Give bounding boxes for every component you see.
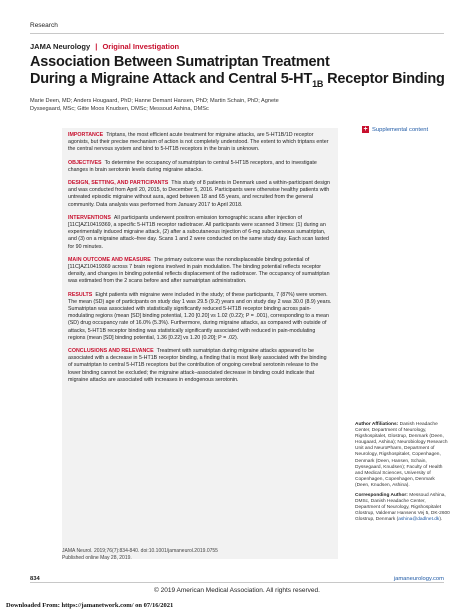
section-label: Research — [30, 22, 58, 29]
abstract-results — [68, 292, 332, 342]
abstract-text: All participants underwent positron emission tomographic scans after injection of [11C]AZ10419369, a specific 5-HT1B receptor radiotracer. All participants were scanned 3 times: (1) during an experimentally induced migraine attack, (2) after a subcutaneous injection of 6-mg subcutaneous sumatriptan, and (3) on a migraine attack–free day. Scans 1 and 2 were conducted on the same study day. Each scan lasted for 90 minutes. — [68, 214, 329, 250]
journal-name: JAMA Neurology — [30, 42, 91, 51]
journal-line — [30, 42, 179, 51]
corresponding-email-link[interactable]: ashina@dadlnet.dk — [398, 517, 440, 523]
footer-rule — [30, 582, 444, 583]
supplemental-content-link[interactable] — [362, 126, 428, 133]
corresponding-text: Messoud Ashina, DMSc, Danish Headache Center, Department of Neurology, Rigshospitalet Glostrup, Valdemar Hansens Vej 5, DK-2600 Glostrup, Denmark ( — [355, 493, 450, 523]
title-line-2 — [30, 71, 450, 93]
title-line-2-prefix: During a Migraine Attack and Central 5-HT — [30, 71, 313, 87]
abstract-heading: IMPORTANCE — [68, 132, 104, 138]
citation — [62, 548, 218, 561]
citation-line: JAMA Neurol. 2019;76(7):834-840. doi:10.1001/jamaneurol.2019.0755 — [62, 548, 218, 554]
abstract-heading: OBJECTIVES — [68, 159, 102, 166]
abstract-heading: CONCLUSIONS AND RELEVANCE — [68, 348, 154, 355]
header-rule — [30, 33, 444, 34]
abstract-heading: DESIGN, SETTING, AND PARTICIPANTS — [68, 180, 169, 187]
affiliations-block — [355, 422, 450, 489]
abstract-importance — [68, 132, 332, 154]
abstract-outcome — [68, 257, 332, 286]
abstract-text: Treatment with sumatriptan during migraine attacks appeared to be associated with a decrease in 5-HT1B receptor binding, a finding that is most likely associated with the binding of sumatriptan to central 5-HT1B receptors but the contribution of ongoing cerebral serotonin release to the lower binding cannot be excluded; the migraine attack–associated decrease in binding could indicate that migraine attacks are associated with increases in endogenous serotonin. — [68, 348, 327, 383]
abstract-objectives — [68, 160, 332, 174]
corresponding-author-block — [355, 493, 450, 523]
plus-icon: + — [363, 126, 368, 133]
abstract-heading: INTERVENTIONS — [68, 214, 111, 221]
abstract-heading: RESULTS — [68, 291, 93, 298]
abstract-text: The primary outcome was the nondisplaceable binding potential of [11C]AZ10419369 across 7 brain regions involved in pain modulation. The binding potential reflects receptor density, and changes in binding potential reflects displacement of the radiotracer. The occupancy of sumatriptan was estimated from the 2 scans before and after sumatriptan administration. — [68, 256, 330, 285]
article-type: Original Investigation — [102, 42, 180, 51]
abstract-interventions — [68, 215, 332, 251]
copyright-notice: © 2019 American Medical Association. All rights reserved. — [154, 587, 320, 594]
download-notice: Downloaded From: https://jamanetwork.com/ on 07/16/2021 — [6, 602, 174, 609]
abstract-conclusions — [68, 348, 332, 384]
corresponding-end: ). — [439, 517, 443, 523]
abstract-text: To determine the occupancy of sumatriptan to central 5-HT1B receptors, and to investigate changes in brain serotonin levels during migraine attacks. — [68, 159, 317, 173]
title-subscript: 1B — [312, 78, 324, 89]
title-line-2-suffix: Receptor Binding — [323, 71, 445, 87]
affiliations-text: Danish Headache Center, Department of Neurology, Rigshospitalet, Glostrup, Denmark (Deen, Hougaard, Ashina); Neurobiology Research Unit and NeuroPharm, Department of Neurology, Rigshospitalet, Copenhagen, Denmark (Deen, Hansen, Schain, Dyssegaard, Knudsen); Faculty of Health and Medical Sciences, University of Copenhagen, Copenhagen, Denmark (Deen, Knudsen, Ashina). — [355, 422, 448, 488]
journal-site-link[interactable]: jamaneurology.com — [393, 576, 444, 582]
article-title — [30, 54, 450, 93]
affiliations-label: Author Affiliations: — [355, 422, 399, 427]
corresponding-label: Corresponding Author: — [355, 493, 408, 499]
journal-separator: | — [95, 42, 98, 51]
abstract-text: Eight patients with migraine were included in the study; of these participants, 7 (87%) were women. The mean (SD) age of participants on study day 1 was 29.5 (9.2) years and on study day 2 was 30.0 (8.9) years. Sumatriptan was associated with statistically significantly reduced 5-HT1B receptor binding across pain-modulating regions (mean [SD] binding potential, 1.20 [0.20] vs 1.02 (0.22); P = .001), corresponding to a mean (SD) drug occupancy rate of 16.0% (5.3%). Furthermore, during migraine attacks, as compared with outside of attacks, 5-HT1B receptor binding was statistically significantly associated with reduced in pain-modulating regions (mean [SD] binding potential, 1.36 [0.22] vs 1.20 (0.20]; P = .02). — [68, 291, 332, 341]
abstract-box — [62, 128, 338, 559]
author-list: Marie Deen, MD; Anders Hougaard, PhD; Hanne Demant Hansen, PhD; Martin Schain, PhD; Agnete Dyssegaard, MSc; Gitte Moos Knudsen, DMSc; Messoud Ashina, DMSc — [30, 98, 279, 112]
abstract-text: Triptans, the most efficient acute treatment for migraine attacks, are 5-HT1B/1D receptor agonists, but their precise mechanism of action is not completely understood. The extent to which triptans enter the central nervous system and bind to 5-HT1B receptors in the brain is unknown. — [68, 132, 329, 153]
page-number: 834 — [30, 576, 40, 582]
author-affiliations — [355, 422, 450, 524]
abstract-text: This study of 8 patients in Denmark used a within-participant design and was conducted from April 20, 2015, to December 5, 2016. Participants were otherwise healthy patients with untreated episodic migraine without aura, aged between 18 and 65 years, and recruited from the general community. Data analysis was performed from January 2017 to April 2018. — [68, 180, 330, 208]
abstract-heading: MAIN OUTCOME AND MEASURE — [68, 256, 151, 263]
published-line: Published online May 28, 2019. — [62, 554, 132, 561]
title-line-1: Association Between Sumatriptan Treatment — [30, 54, 330, 70]
supplemental-label: Supplemental content — [372, 126, 429, 133]
abstract-design — [68, 180, 332, 209]
